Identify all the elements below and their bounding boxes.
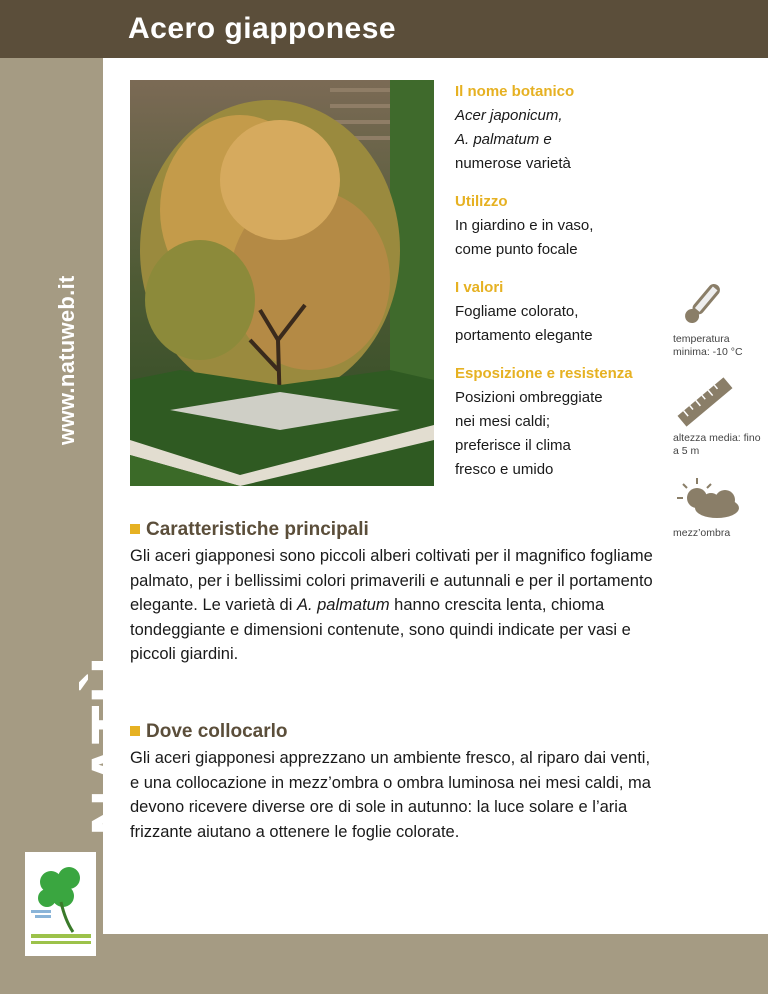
site-url: www.natuweb.it [54, 275, 79, 445]
section-title: Dove collocarlo [130, 720, 655, 744]
page-title: Acero giapponese [128, 12, 397, 45]
ruler-icon [673, 377, 737, 427]
section-placement [130, 720, 655, 844]
fact-line: preferisce il clima [455, 437, 571, 454]
sun-cloud-icon [673, 476, 745, 522]
exposure-block: mezz’ombra [673, 476, 763, 540]
fact-line: come punto focale [455, 241, 578, 258]
fact-line: numerose varietà [455, 155, 571, 172]
content-panel [103, 58, 768, 934]
fact-botanical-name: Il nome botanico Acer japonicum, A. palmatum e numerose varietà [455, 80, 655, 176]
section-features [130, 518, 655, 667]
temperature-block: temperatura minima: -10 °C [673, 278, 763, 359]
fact-list [455, 80, 655, 496]
fact-line: nei mesi caldi; [455, 413, 551, 430]
sidebar [0, 0, 103, 994]
fact-line: Acer japonicum, [455, 107, 563, 124]
square-bullet-icon [130, 524, 140, 534]
fact-line: In giardino e in vaso, [455, 217, 594, 234]
fact-line: A. palmatum e [455, 131, 552, 148]
fact-values: I valori Fogliame colorato, portamento elegante [455, 276, 655, 348]
section-title: Caratteristiche principali [130, 518, 655, 542]
fact-line: Posizioni ombreggiate [455, 389, 603, 406]
maple-photo [130, 80, 434, 486]
footer-bar [103, 934, 768, 994]
thermometer-icon [673, 278, 733, 328]
fact-line: Fogliame colorato, [455, 303, 579, 320]
clover-logo [25, 852, 96, 956]
fact-line: portamento elegante [455, 327, 593, 344]
section-body: Gli aceri giapponesi sono piccoli alberi coltivati per il magnifico fogliame palmato, per i bellissimi colori primaverili e autunnali e per il portamento elegante. Le varietà di A. palmatum hanno crescita lenta, chioma tondeggiante e dimensioni contenute, sono quindi indicate per vasi e piccoli giardini. [130, 547, 653, 663]
fact-exposure: Esposizione e resistenza Posizioni ombreggiate nei mesi caldi; preferisce il clima fresco e umido [455, 362, 655, 482]
height-block: altezza media: fino a 5 m [673, 377, 763, 458]
header-corner [0, 0, 103, 58]
section-body: Gli aceri giapponesi apprezzano un ambiente fresco, al riparo dai venti, e una collocazione in mezz’ombra o ombra luminosa nei mesi caldi, ma devono ricevere diverse ore di sole in autunno: la luce solare e l’aria frizzante aiutano a ottenere le foglie colorate. [130, 749, 651, 841]
fact-usage: Utilizzo In giardino e in vaso, come punto focale [455, 190, 655, 262]
fact-line: fresco e umido [455, 461, 554, 478]
square-bullet-icon [130, 726, 140, 736]
header-bar [103, 0, 768, 58]
info-icons [673, 278, 763, 558]
